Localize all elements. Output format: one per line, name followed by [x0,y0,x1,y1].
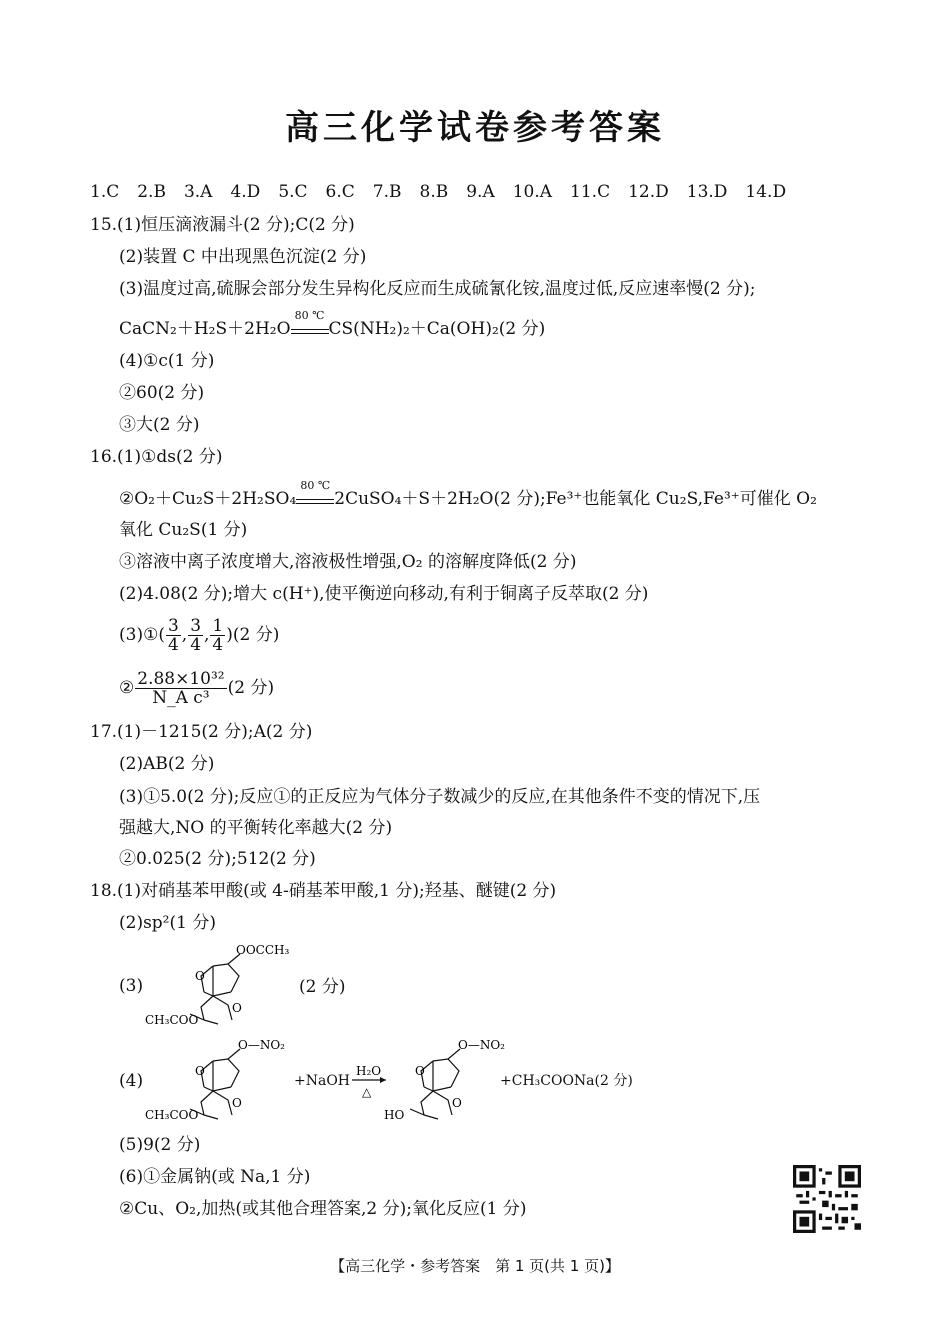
structure-product [360,1035,520,1127]
q17-line-5: ②0.025(2 分);512(2 分) [119,849,316,869]
q16-equation [119,479,817,510]
fraction-3-den: 4 [212,635,224,655]
q16-line-3: 氧化 Cu₂S(1 分) [119,520,248,540]
mcq-answer: 13.D [686,182,728,202]
q18-line-6: (6)①金属钠(或 Na,1 分) [119,1167,311,1187]
p4-bottom-group: HO [384,1108,405,1122]
q18-line-5: (5)9(2 分) [119,1135,201,1155]
fraction-1-num: 3 [167,616,179,636]
q16-line-6: (3)①( $\frac{3}{4}$ , $\frac{3}{4}$ , $\frac{1}{4}$ )(2 分) [119,616,280,655]
page-footer: 【高三化学・参考答案 第 1 页(共 1 页)】 [330,1257,620,1275]
arrow-top-label: H₂O [356,1064,382,1078]
q17-line-1: 17.(1)－1215(2 分);A(2 分) [90,722,313,742]
q15-eq-condition [291,309,329,334]
q16-l6-pre: (3)①( [119,625,165,645]
mcq-answer: 4.D [230,182,261,202]
svg-text:O: O [452,1096,462,1110]
svg-text:O: O [195,969,205,983]
svg-text:O: O [415,1064,425,1078]
q16-l7-post: (2 分) [227,678,275,698]
fraction-1 [166,617,181,654]
multiple-choice-answers [90,181,804,203]
fraction-2-num: 3 [190,616,202,636]
q16-l6-post: )(2 分) [226,625,280,645]
q17-line-2: (2)AB(2 分) [119,754,215,774]
q15-eq-condition-label: 80 ℃ [294,309,325,322]
mcq-answer: 12.D [628,182,669,202]
p4-top-group: O—NO₂ [458,1038,505,1052]
page-title: 高三化学试卷参考答案 [285,108,665,148]
q16-eq-condition-label: 80 ℃ [300,479,331,492]
fraction-2-den: 4 [190,635,202,655]
q17-line-4: 强越大,NO 的平衡转化率越大(2 分) [119,818,393,838]
structure-reactant [140,1035,300,1127]
mcq-answer: 3.A [183,182,213,202]
svg-text:O: O [232,1001,242,1015]
q16-eq-condition [296,479,334,504]
svg-text:O: O [232,1096,242,1110]
fraction-3-num: 1 [212,616,224,636]
s3-top-group: OOCCH₃ [236,943,290,957]
mcq-answer: 8.B [419,182,449,202]
q18-3-score: (2 分) [299,977,346,997]
q18-3-label: (3) [119,976,144,996]
q18-line-2: (2)sp²(1 分) [119,913,216,933]
q16-line-7 [119,670,274,707]
fraction-2 [188,617,203,654]
q17-line-3: (3)①5.0(2 分);反应①的正反应为气体分子数减少的反应,在其他条件不变的情况下,压 [119,787,761,807]
q15-line-2: (2)装置 C 中出现黑色沉淀(2 分) [119,247,367,267]
s3-bottom-group: CH₃COO [145,1013,199,1027]
s4-bottom-group: CH₃COO [145,1108,199,1122]
fraction-density [135,670,226,707]
q15-line-3: (3)温度过高,硫脲会部分发生异构化反应而生成硫氰化铵,温度过低,反应速率慢(2 分); [119,279,756,299]
q16-line-5: (2)4.08(2 分);增大 c(H⁺),使平衡逆向移动,有利于铜离子反萃取(2 分) [119,584,649,604]
mcq-answer: 14.D [745,182,787,202]
q15-line-7: ③大(2 分) [119,415,200,435]
s4-top-group: O—NO₂ [238,1038,285,1052]
fraction-density-den: N_A c³ [152,688,210,708]
arrow-bottom-label: △ [362,1085,372,1099]
q15-eq-left: CaCN₂＋H₂S＋2H₂O [119,319,291,339]
fraction-density-num: 2.88×10³² [137,669,225,689]
q16-line-1: 16.(1)①ds(2 分) [90,447,223,467]
q18-line-7: ②Cu、O₂,加热(或其他合理答案,2 分);氧化反应(1 分) [119,1199,527,1219]
q18-4-label: (4) [119,1071,144,1091]
mcq-answer: 6.C [325,182,355,202]
q16-line-4: ③溶液中离子浓度增大,溶液极性增强,O₂ 的溶解度降低(2 分) [119,552,577,572]
q16-eq-left: ②O₂＋Cu₂S＋2H₂SO₄ [119,489,297,509]
fraction-3 [210,617,225,654]
mcq-answer: 10.A [512,182,553,202]
product-tail: +CH₃COONa(2 分) [500,1073,633,1089]
reagent: +NaOH [294,1073,351,1089]
q15-line-5: (4)①c(1 分) [119,351,215,371]
mcq-answer: 2.B [137,182,166,202]
mcq-answer: 1.C [90,182,120,202]
svg-text:O: O [195,1064,205,1078]
q15-line-1: 15.(1)恒压滴液漏斗(2 分);C(2 分) [90,215,355,235]
q15-eq-right: CS(NH₂)₂＋Ca(OH)₂(2 分) [328,319,546,339]
fraction-1-den: 4 [167,635,179,655]
mcq-answer: 7.B [372,182,402,202]
q15-equation [119,309,546,340]
q15-line-6: ②60(2 分) [119,383,205,403]
q16-l7-pre: ② [119,678,135,698]
qr-code-icon [793,1165,861,1233]
mcq-answer: 11.C [570,182,611,202]
q16-eq-right: 2CuSO₄＋S＋2H₂O(2 分);Fe³⁺也能氧化 Cu₂S,Fe³⁺可催化 O₂ [334,489,817,509]
mcq-answer: 9.A [466,182,495,202]
q18-line-1: 18.(1)对硝基苯甲酸(或 4-硝基苯甲酸,1 分);羟基、醚键(2 分) [90,881,557,901]
mcq-answer: 5.C [278,182,308,202]
